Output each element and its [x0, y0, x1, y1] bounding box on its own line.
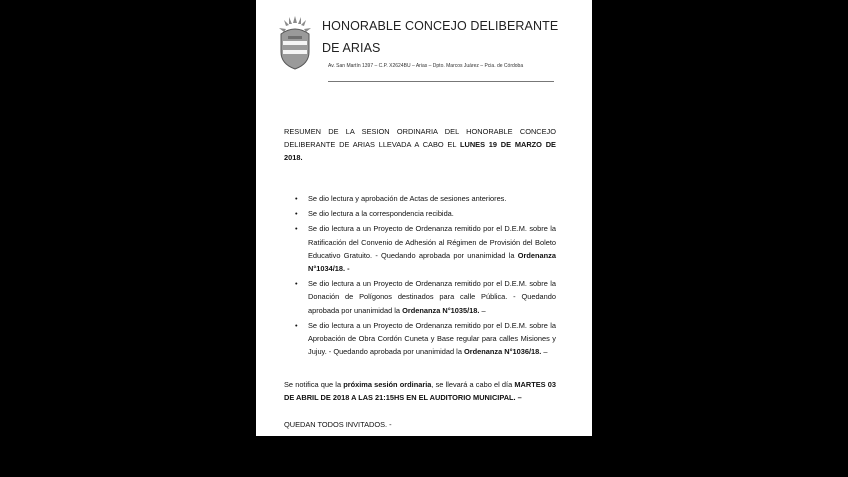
notice-part1: Se notifica que la — [284, 380, 342, 389]
header-divider — [328, 81, 554, 82]
item-text: Se dio lectura y aprobación de Actas de sesiones anteriores. — [308, 194, 507, 203]
council-title: HONORABLE CONCEJO DELIBERANTE — [322, 19, 559, 33]
list-item — [284, 277, 556, 317]
item-text: Se dio lectura a la correspondencia recibida. — [308, 209, 454, 219]
item-text: Se dio lectura a un Proyecto de Ordenanza remitido por el D.E.M. sobre la Aprobación de Obra Cordón Cuneta y Base regular para calles Misiones y Jujuy. - Quedando aprobada por unanimidad la — [308, 320, 556, 357]
session-date: LUNES 19 DE MARZO DE 2018. — [284, 140, 556, 163]
ordinance-number: Ordenanza N°1034/18. - — [308, 250, 556, 274]
ordinance-number: Ordenanza N°1036/18. — [464, 347, 542, 357]
item-tail: – — [479, 305, 486, 315]
list-item — [284, 319, 556, 359]
item-tail: – — [541, 347, 548, 357]
notice-bold2: MARTES 03 DE ABRIL DE 2018 A LAS 21:15HS EN EL AUDITORIO MUNICIPAL. – — [284, 380, 556, 403]
closing-invitation: QUEDAN TODOS INVITADOS. - — [284, 420, 392, 429]
list-item — [284, 192, 556, 205]
notice-bold1: próxima sesión ordinaria — [343, 380, 432, 389]
session-summary — [284, 125, 556, 165]
list-item — [284, 222, 556, 275]
summary-text: RESUMEN DE LA SESION ORDINARIA DEL HONORABLE CONCEJO DELIBERANTE DE ARIAS LLEVADA A CABO EL — [284, 127, 556, 150]
item-text: Se dio lectura a un Proyecto de Ordenanza remitido por el D.E.M. sobre la Ratificación del Convenio de Adhesión al Régimen de Provisión del Boleto Educativo Gratuito. - Quedando aprobada por unanimidad la — [308, 224, 556, 260]
item-text: Se dio lectura a un Proyecto de Ordenanza remitido por el D.E.M. sobre la Donación de Polígonos destinados para calle Pública. - Quedando aprobada por unanimidad la — [308, 279, 556, 315]
municipal-seal-icon — [276, 14, 314, 70]
list-item — [284, 207, 556, 220]
agenda-list — [284, 192, 556, 360]
council-address: Av. San Martín 1397 – C.P. X2624BU – Arias – Dpto. Marcos Juárez – Pcia. de Córdoba — [328, 63, 524, 69]
document-page — [256, 0, 592, 436]
council-title-line2: DE ARIAS — [322, 41, 381, 55]
notice-part2: , se llevará a cabo el día — [431, 380, 513, 389]
next-session-notice — [284, 378, 556, 404]
ordinance-number: Ordenanza N°1035/18. — [402, 305, 480, 315]
